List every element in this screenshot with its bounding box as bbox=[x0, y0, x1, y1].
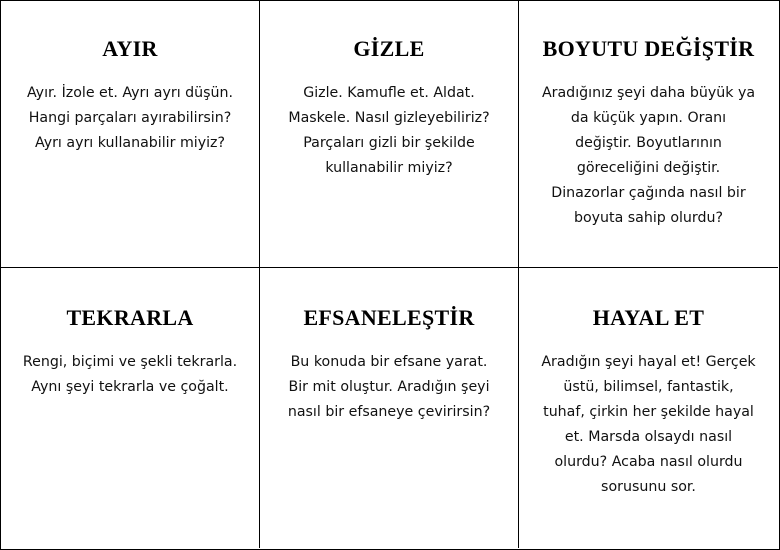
card-text-line: Aynı şeyi tekrarla ve çoğalt. bbox=[31, 379, 229, 395]
card-description bbox=[7, 81, 253, 156]
card-description bbox=[266, 81, 512, 181]
card-title: HAYAL ET bbox=[592, 305, 705, 330]
card-text-line: Dinazorlar çağında nasıl bir bbox=[551, 185, 746, 201]
card-text-line: Bir mit oluştur. Aradığın şeyi bbox=[288, 379, 490, 395]
card-text-line: değiştir. Boyutlarının bbox=[575, 135, 722, 151]
card-description bbox=[525, 350, 772, 500]
card-text-line: Aradığınız şeyi daha büyük ya bbox=[541, 85, 756, 101]
card-text-line: nasıl bir efsaneye çevirirsin? bbox=[287, 404, 491, 420]
card-text-line: Maskele. Nasıl gizleyebiliriz? bbox=[288, 110, 490, 126]
card-text-line: Aradığın şeyi hayal et! Gerçek bbox=[541, 354, 756, 370]
card-tekrarla bbox=[1, 268, 260, 548]
card-text-line: Rengi, biçimi ve şekli tekrarla. bbox=[22, 354, 238, 370]
card-boyutu-degistir bbox=[519, 1, 778, 268]
card-text-line: Ayır. İzole et. Ayrı ayrı düşün. bbox=[26, 85, 234, 101]
card-title: TEKRARLA bbox=[66, 305, 194, 330]
card-ayir bbox=[1, 1, 260, 268]
card-gizle bbox=[260, 1, 519, 268]
card-title: BOYUTU DEĞİŞTİR bbox=[542, 36, 755, 61]
card-text-line: Ayrı ayrı kullanabilir miyiz? bbox=[34, 135, 226, 151]
card-text-line: da küçük yapın. Oranı bbox=[570, 110, 727, 126]
card-description bbox=[266, 350, 512, 425]
card-text-line: Parçaları gizli bir şekilde bbox=[303, 135, 475, 151]
card-text-line: olurdu? Acaba nasıl olurdu bbox=[554, 454, 743, 470]
card-text-line: tuhaf, çirkin her şekilde hayal bbox=[543, 404, 754, 420]
card-text-line: üstü, bilimsel, fantastik, bbox=[563, 379, 734, 395]
card-title: EFSANELEŞTİR bbox=[303, 305, 475, 330]
card-text-line: sorusunu sor. bbox=[601, 479, 696, 495]
card-text-line: Hangi parçaları ayırabilirsin? bbox=[28, 110, 232, 126]
card-text-line: boyuta sahip olurdu? bbox=[573, 210, 724, 226]
card-text-line: et. Marsda olsaydı nasıl bbox=[564, 429, 733, 445]
card-title: GİZLE bbox=[353, 36, 425, 61]
card-description bbox=[7, 350, 253, 400]
card-text-line: kullanabilir miyiz? bbox=[325, 160, 453, 176]
card-text-line: Bu konuda bir efsane yarat. bbox=[290, 354, 488, 370]
card-hayal-et bbox=[519, 268, 778, 548]
card-efsanelestir bbox=[260, 268, 519, 548]
card-title: AYIR bbox=[102, 36, 158, 61]
card-description bbox=[525, 81, 772, 231]
card-text-line: göreceliğini değiştir. bbox=[576, 160, 721, 176]
card-text-line: Gizle. Kamufle et. Aldat. bbox=[303, 85, 475, 101]
